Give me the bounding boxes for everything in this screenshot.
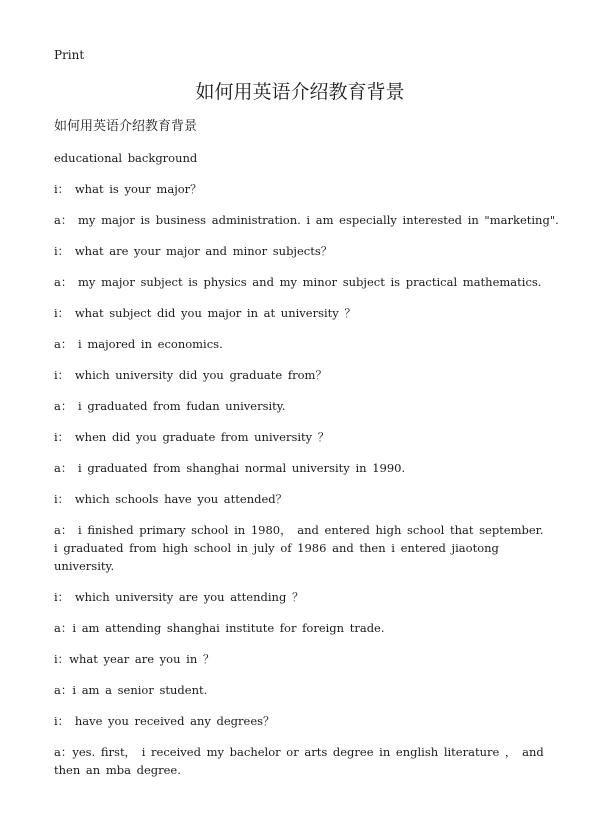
- page-title: 如何用英语介绍教育背景: [195, 81, 405, 103]
- answer-line: a： i majored in economics.: [54, 337, 223, 351]
- answer-line: a：i am attending shanghai institute for foreign trade.: [54, 621, 385, 635]
- print-link[interactable]: Print: [54, 48, 85, 62]
- answer-line: a：i am a senior student.: [54, 683, 208, 697]
- question-line: i：what year are you in ？: [54, 652, 215, 666]
- answer-line: a： i graduated from fudan university.: [54, 399, 286, 413]
- question-line: i： which university did you graduate from？: [54, 368, 327, 382]
- question-line: i： which schools have you attended？: [54, 492, 288, 506]
- document-body: [54, 149, 559, 779]
- answer-line: a： my major subject is physics and my minor subject is practical mathematics.: [54, 275, 542, 289]
- question-line: i： which university are you attending ？: [54, 590, 304, 604]
- question-line: i： what is your major？: [54, 182, 202, 196]
- question-line: i： have you received any degrees？: [54, 714, 275, 728]
- section-heading: educational background: [54, 151, 198, 165]
- answer-paragraph: a： i finished primary school in 1980， and entered high school that september. i graduated from high school in july of 1986 and then i entered jiaotong university.: [54, 523, 544, 573]
- answer-paragraph: a：yes. first， i received my bachelor or arts degree in english literature ， and then an mba degree.: [54, 745, 544, 777]
- answer-line: a： my major is business administration. i am especially interested in "marketing".: [54, 213, 559, 227]
- question-line: i： what subject did you major in at university ？: [54, 306, 356, 320]
- document-subtitle: 如何用英语介绍教育背景: [54, 119, 198, 134]
- question-line: i： when did you graduate from university ？: [54, 430, 330, 444]
- question-line: i： what are your major and minor subjects？: [54, 244, 333, 258]
- answer-line: a： i graduated from shanghai normal university in 1990.: [54, 461, 406, 475]
